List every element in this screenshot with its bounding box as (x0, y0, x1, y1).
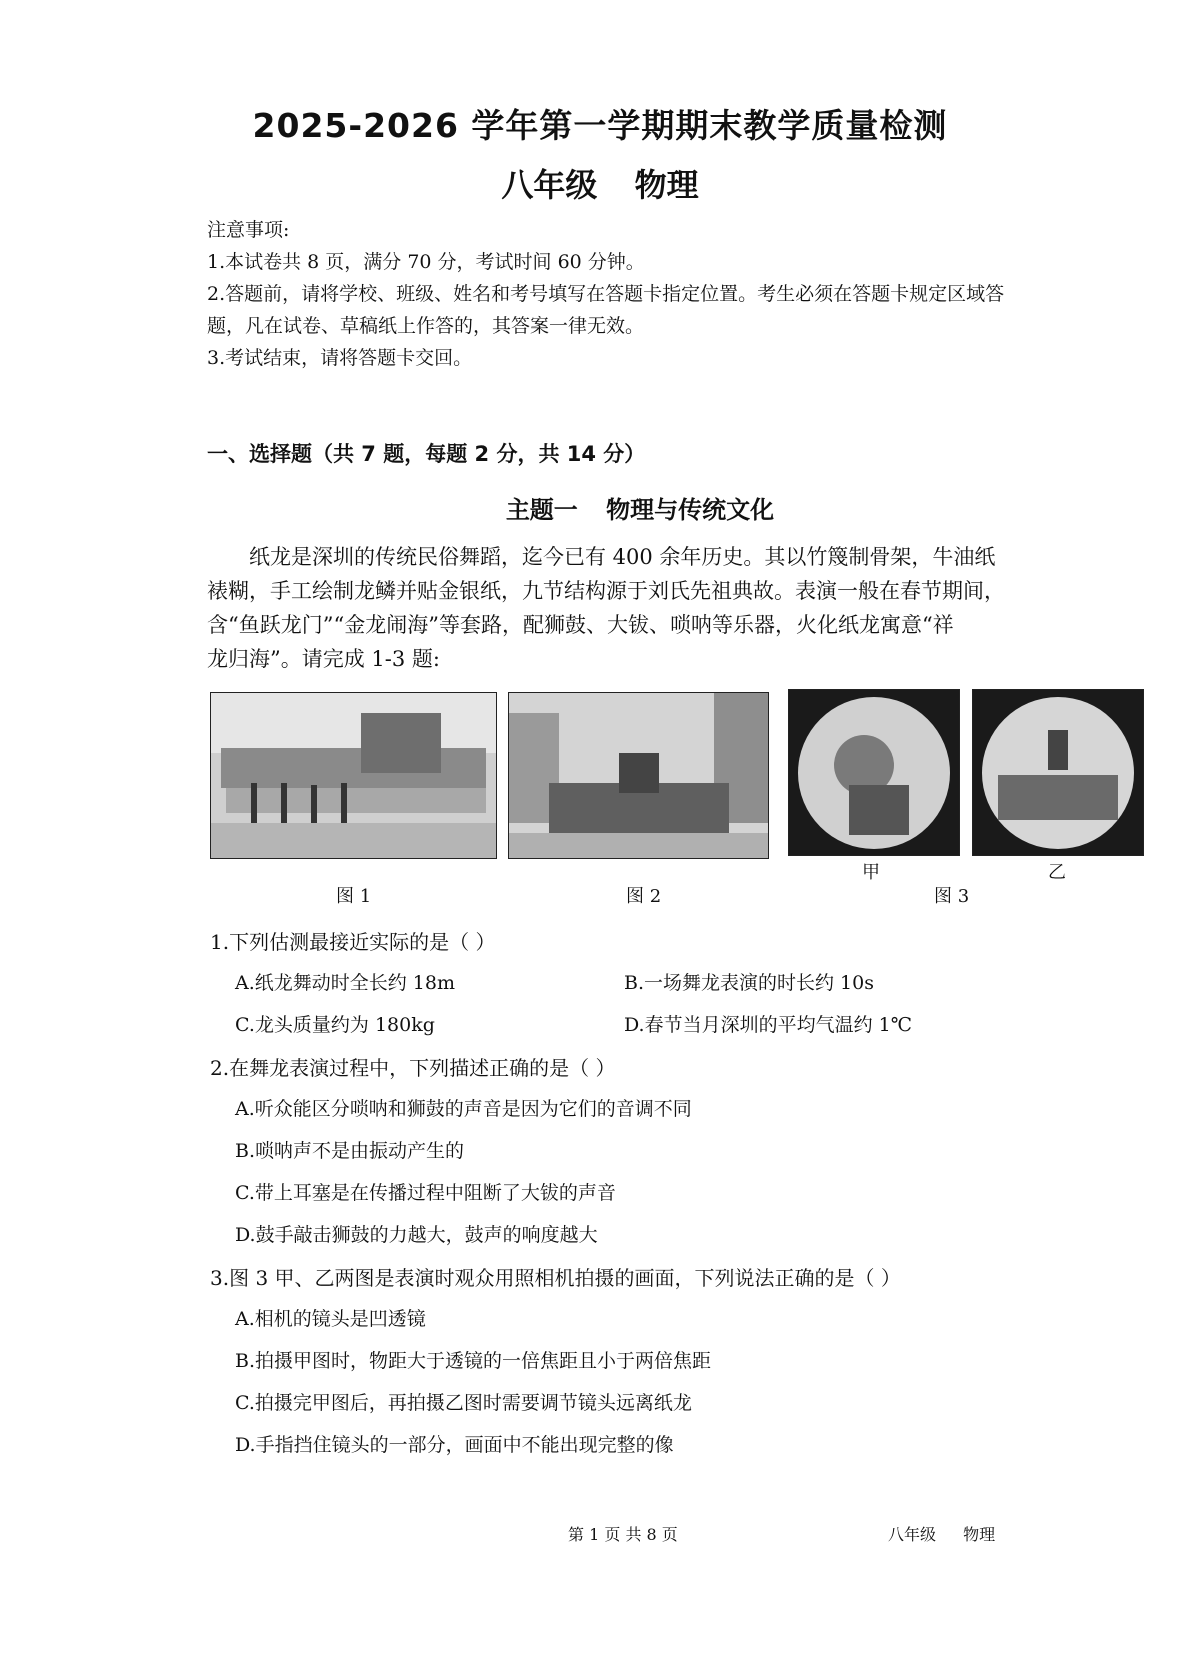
question-3-stem: 3.图 3 甲、乙两图是表演时观众用照相机拍摄的画面，下列说法正确的是（ ） (210, 1266, 901, 1290)
question-2-option-a: A.听众能区分唢呐和狮鼓的声音是因为它们的音调不同 (235, 1098, 692, 1120)
figure-3-jia-label: 甲 (862, 862, 880, 883)
question-1-stem: 1.下列估测最接近实际的是（ ） (210, 930, 496, 954)
exam-title: 2025-2026 学年第一学期期末教学质量检测 (252, 106, 948, 145)
figure-2-image (508, 692, 769, 859)
figure-2-photo (509, 693, 768, 858)
figure-1-photo (211, 693, 496, 858)
figure-1-image (210, 692, 497, 859)
notes-item: 1.本试卷共 8 页，满分 70 分，考试时间 60 分钟。 (207, 251, 645, 273)
question-1-option-a: A.纸龙舞动时全长约 18m (235, 972, 455, 994)
intro-line: 龙归海”。请完成 1-3 题: (207, 647, 440, 671)
intro-line: 含“鱼跃龙门”“金龙闹海”等套路，配狮鼓、大钹、唢呐等乐器，火化纸龙寓意“祥 (207, 613, 954, 637)
figure-3-jia-photo (789, 690, 959, 855)
question-1-option-b: B.一场舞龙表演的时长约 10s (624, 972, 874, 994)
question-1-option-d: D.春节当月深圳的平均气温约 1℃ (624, 1014, 912, 1036)
page-number: 第 1 页 共 8 页 (568, 1525, 678, 1544)
question-2-stem: 2.在舞龙表演过程中，下列描述正确的是（ ） (210, 1056, 616, 1080)
question-3-option-b: B.拍摄甲图时，物距大于透镜的一倍焦距且小于两倍焦距 (235, 1350, 712, 1372)
question-2-option-d: D.鼓手敲击狮鼓的力越大，鼓声的响度越大 (235, 1224, 598, 1246)
notes-heading: 注意事项: (207, 219, 290, 241)
figure-3-yi-image (972, 689, 1144, 856)
theme-title: 主题一 物理与传统文化 (505, 496, 775, 524)
exam-subtitle: 八年级 物理 (501, 166, 699, 204)
figure-2-caption: 图 2 (626, 886, 662, 907)
notes-item: 3.考试结束，请将答题卡交回。 (207, 347, 473, 369)
question-2-option-b: B.唢呐声不是由振动产生的 (235, 1140, 465, 1162)
figure-3-caption: 图 3 (934, 886, 970, 907)
figure-3-yi-label: 乙 (1048, 862, 1066, 883)
figure-1-caption: 图 1 (336, 886, 372, 907)
question-3-option-c: C.拍摄完甲图后，再拍摄乙图时需要调节镜头远离纸龙 (235, 1392, 692, 1414)
question-3-option-d: D.手指挡住镜头的一部分，画面中不能出现完整的像 (235, 1434, 674, 1456)
figure-3-jia-image (788, 689, 960, 856)
notes-block (207, 214, 1107, 374)
question-2-option-c: C.带上耳塞是在传播过程中阻断了大钹的声音 (235, 1182, 616, 1204)
intro-line: 裱糊，手工绘制龙鳞并贴金银纸，九节结构源于刘氏先祖典故。表演一般在春节期间， (207, 579, 1005, 603)
intro-line: 纸龙是深圳的传统民俗舞蹈，迄今已有 400 余年历史。其以竹篾制骨架，牛油纸 (249, 545, 996, 569)
section-title: 一、选择题（共 7 题，每题 2 分，共 14 分） (207, 442, 646, 466)
notes-item: 题，凡在试卷、草稿纸上作答的，其答案一律无效。 (207, 315, 645, 337)
footer-course: 八年级 物理 (888, 1525, 996, 1544)
notes-item: 2.答题前，请将学校、班级、姓名和考号填写在答题卡指定位置。考生必须在答题卡规定区域答 (207, 283, 1005, 305)
figure-3-yi-photo (973, 690, 1143, 855)
question-3-option-a: A.相机的镜头是凹透镜 (235, 1308, 426, 1330)
question-1-option-c: C.龙头质量约为 180kg (235, 1014, 435, 1036)
intro-paragraph (207, 540, 1107, 676)
